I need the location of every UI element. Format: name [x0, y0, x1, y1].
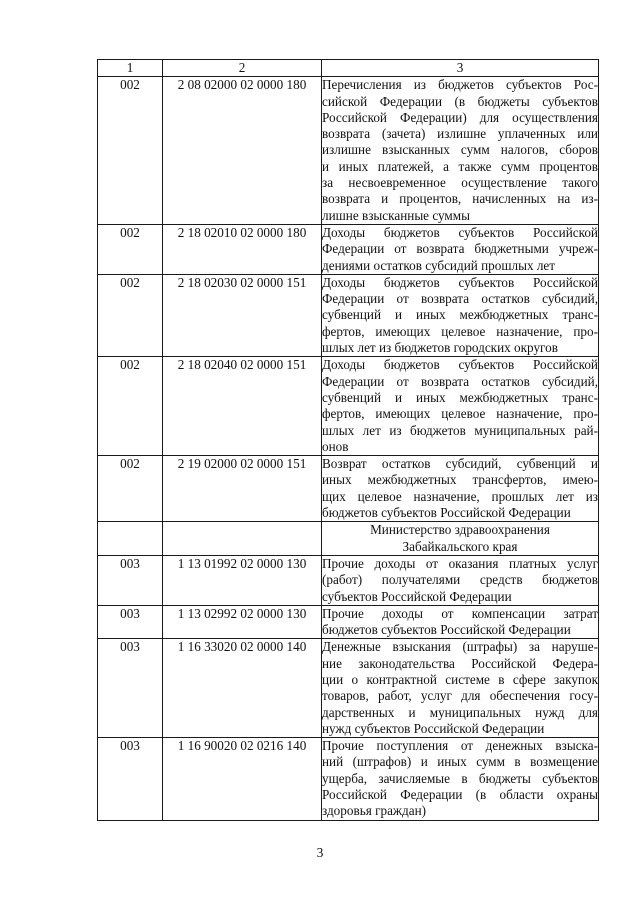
table-row [98, 456, 599, 522]
description-line: Денежные взыскания (штрафы) за наруше- [322, 639, 598, 655]
table-row [98, 639, 599, 738]
description-line: за несвоевременное осуществление такого [322, 175, 598, 191]
budget-code-cell: 2 18 02030 02 0000 151 [163, 274, 322, 356]
description-line: излишне взысканных сумм налогов, сборов [322, 142, 598, 158]
description-line: (работ) получателями средств бюджетов [322, 572, 598, 588]
description-line: и иных платежей, а также сумм процентов [322, 158, 598, 174]
description-line: фертов, имеющих целевое назначение, про- [322, 323, 598, 339]
description-line: шлых лет из бюджетов муниципальных рай- [322, 422, 598, 438]
admin-code-cell: 002 [98, 456, 163, 522]
description-line: субвенций и иных межбюджетных транс- [322, 307, 598, 323]
ministry-section-row [98, 522, 599, 556]
budget-code-cell: 1 16 33020 02 0000 140 [163, 639, 322, 738]
description-cell [322, 274, 599, 356]
description-cell [322, 357, 599, 456]
description-line: Перечисления из бюджетов субъектов Рос- [322, 77, 598, 93]
description-line: ний (штрафов) и иных сумм в возмещение [322, 754, 598, 770]
table-row [98, 555, 599, 605]
description-cell [322, 456, 599, 522]
description-line: Прочие доходы от компенсации затрат [322, 605, 598, 621]
description-line: Прочие поступления от денежных взыска- [322, 738, 598, 754]
description-line: бюджетов субъектов Российской Федерации [322, 505, 571, 521]
description-line: здоровья граждан) [322, 803, 427, 819]
description-line: возврата (зачета) излишне уплаченных или [322, 126, 598, 142]
description-line: шлых лет из бюджетов городских округов [322, 340, 558, 356]
empty-cell [163, 522, 322, 556]
budget-codes-table [97, 59, 599, 821]
column-header-3: 3 [322, 60, 599, 77]
description-line: Федерации от возврата остатков субсидий, [322, 291, 598, 307]
description-line: Российской Федерации) для осуществления [322, 109, 598, 125]
admin-code-cell: 003 [98, 738, 163, 820]
description-line: иных межбюджетных трансфертов, имею- [322, 472, 598, 488]
budget-code-cell: 1 13 01992 02 0000 130 [163, 555, 322, 605]
admin-code-cell: 003 [98, 555, 163, 605]
description-cell [322, 605, 599, 639]
description-line: субъектов Российской Федерации [322, 588, 512, 604]
admin-code-cell: 002 [98, 357, 163, 456]
description-line: возврата и процентов, начисленных на из- [322, 191, 598, 207]
description-line: фертов, имеющих целевое назначение, про- [322, 406, 598, 422]
empty-cell [98, 522, 163, 556]
description-line: Доходы бюджетов субъектов Российской [322, 224, 598, 240]
description-line: Федерации от возврата остатков субсидий, [322, 373, 598, 389]
description-cell [322, 224, 599, 274]
admin-code-cell: 003 [98, 639, 163, 738]
description-line: сийской Федерации (в бюджеты субъектов [322, 93, 598, 109]
budget-code-cell: 2 18 02010 02 0000 180 [163, 224, 322, 274]
description-line: онов [322, 438, 349, 454]
table-row [98, 738, 599, 820]
page-number: 3 [316, 845, 324, 860]
budget-code-cell: 1 16 90020 02 0216 140 [163, 738, 322, 820]
table-row [98, 357, 599, 456]
description-line: Возврат остатков субсидий, субвенций и [322, 456, 598, 472]
description-cell [322, 639, 599, 738]
description-cell [322, 738, 599, 820]
description-line: Доходы бюджетов субъектов Российской [322, 274, 598, 290]
admin-code-cell: 003 [98, 605, 163, 639]
table-row [98, 274, 599, 356]
table-row [98, 605, 599, 639]
budget-code-cell: 2 18 02040 02 0000 151 [163, 357, 322, 456]
ministry-title-line: Забайкальского края [402, 538, 518, 554]
column-header-1: 1 [98, 60, 163, 77]
ministry-title-line: Министерство здравоохранения [370, 522, 550, 538]
description-cell [322, 77, 599, 225]
admin-code-cell: 002 [98, 224, 163, 274]
description-line: субвенций и иных межбюджетных транс- [322, 389, 598, 405]
description-line: Федерации от возврата бюджетными учреж- [322, 241, 598, 257]
description-cell [322, 555, 599, 605]
table-header-row [98, 60, 599, 77]
description-line: дарственных и муниципальных нужд для [322, 704, 598, 720]
ministry-title [322, 522, 599, 556]
description-line: товаров, работ, услуг для обеспечения госу- [322, 688, 598, 704]
description-line: ние законодательства Российской Федера- [322, 655, 598, 671]
description-line: Российской Федерации (в области охраны [322, 787, 598, 803]
admin-code-cell: 002 [98, 77, 163, 225]
description-line: ции о контрактной системе в сфере закупок [322, 671, 598, 687]
admin-code-cell: 002 [98, 274, 163, 356]
description-line: бюджетов субъектов Российской Федерации [322, 622, 571, 638]
description-line: лишне взысканные суммы [322, 207, 470, 223]
column-header-2: 2 [163, 60, 322, 77]
description-line: нужд субъектов Российской Федерации [322, 720, 545, 736]
budget-code-cell: 1 13 02992 02 0000 130 [163, 605, 322, 639]
description-line: щих целевое назначение, прошлых лет из [322, 488, 598, 504]
table-row [98, 77, 599, 225]
table-row [98, 224, 599, 274]
budget-code-cell: 2 08 02000 02 0000 180 [163, 77, 322, 225]
description-line: дениями остатков субсидий прошлых лет [322, 257, 556, 273]
description-line: Доходы бюджетов субъектов Российской [322, 357, 598, 373]
description-line: Прочие доходы от оказания платных услуг [322, 555, 598, 571]
description-line: ущерба, зачисляемые в бюджеты субъектов [322, 770, 598, 786]
budget-code-cell: 2 19 02000 02 0000 151 [163, 456, 322, 522]
